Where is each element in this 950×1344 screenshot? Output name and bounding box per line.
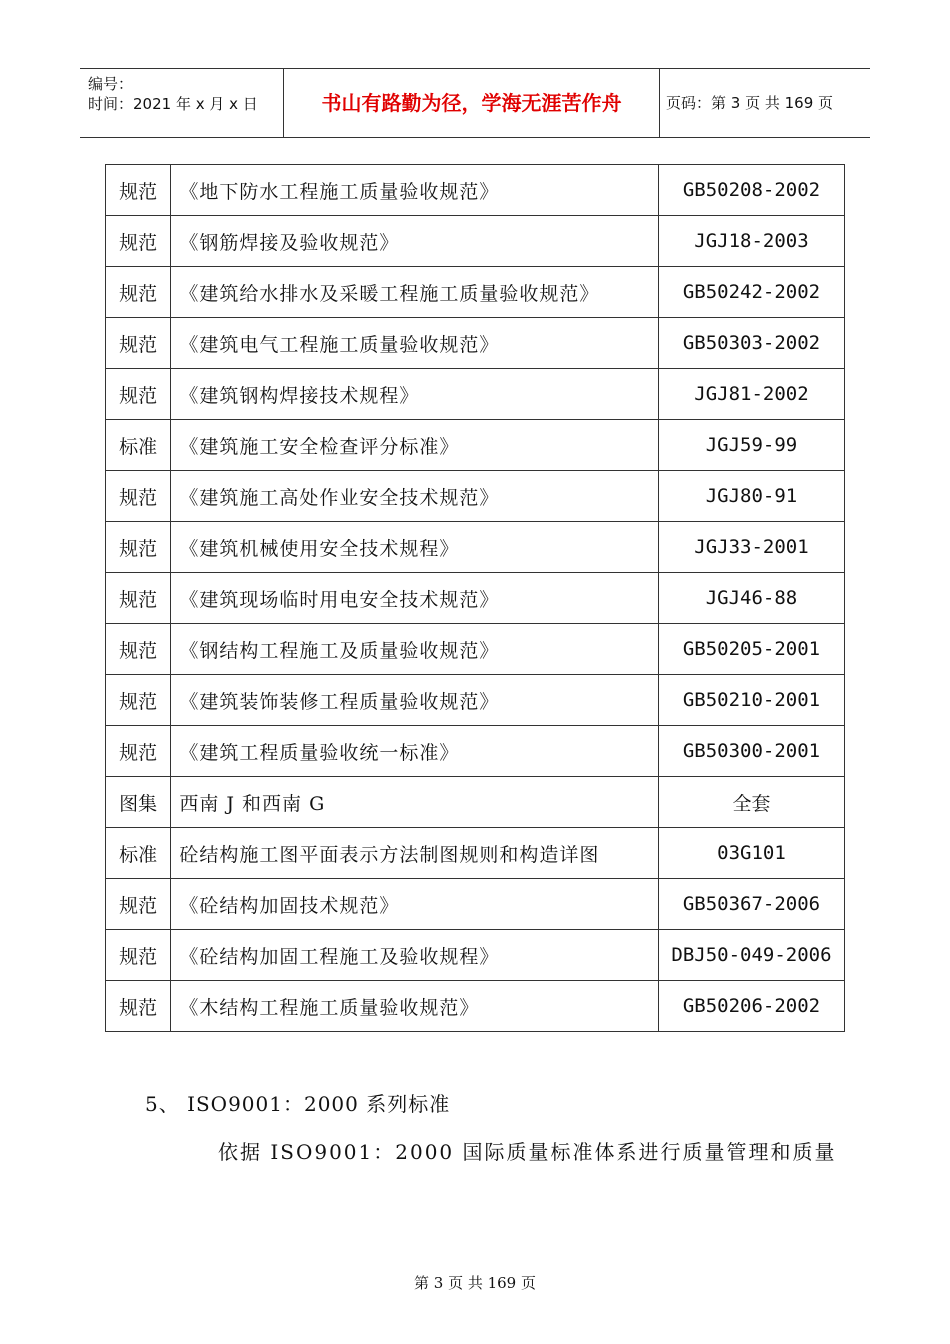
standard-category: 规范	[106, 726, 171, 777]
standard-name: 西南 J 和西南 G	[171, 777, 659, 828]
standard-code: GB50205-2001	[658, 624, 844, 675]
standard-code: JGJ81-2002	[658, 369, 844, 420]
standard-name: 《建筑给水排水及采暖工程施工质量验收规范》	[171, 267, 659, 318]
table-row	[106, 165, 845, 216]
table-row	[106, 573, 845, 624]
page-footer: 第 3 页 共 169 页	[413, 1274, 536, 1292]
standard-name: 《钢结构工程施工及质量验收规范》	[171, 624, 659, 675]
standard-name: 砼结构施工图平面表示方法制图规则和构造详图	[171, 828, 659, 879]
table-row	[106, 879, 845, 930]
standard-code: JGJ18-2003	[658, 216, 844, 267]
number-label: 编号：	[88, 75, 134, 93]
standard-name: 《钢筋焊接及验收规范》	[171, 216, 659, 267]
standard-code: GB50208-2002	[658, 165, 844, 216]
header-page-info: 页码：第 3 页 共 169 页	[666, 94, 834, 112]
standard-code: JGJ33-2001	[658, 522, 844, 573]
standard-category: 规范	[106, 930, 171, 981]
standard-name: 《建筑机械使用安全技术规程》	[171, 522, 659, 573]
standard-name: 《建筑装饰装修工程质量验收规范》	[171, 675, 659, 726]
standard-category: 规范	[106, 573, 171, 624]
standard-category: 规范	[106, 675, 171, 726]
table-row	[106, 216, 845, 267]
standard-category: 规范	[106, 216, 171, 267]
table-row	[106, 471, 845, 522]
table-row	[106, 777, 845, 828]
standard-category: 规范	[106, 267, 171, 318]
standard-category: 规范	[106, 624, 171, 675]
standard-code: JGJ80-91	[658, 471, 844, 522]
table-row	[106, 624, 845, 675]
standard-category: 标准	[106, 420, 171, 471]
standard-code: 全套	[658, 777, 844, 828]
table-row	[106, 267, 845, 318]
standard-category: 标准	[106, 828, 171, 879]
standard-name: 《砼结构加固技术规范》	[171, 879, 659, 930]
standard-name: 《建筑钢构焊接技术规程》	[171, 369, 659, 420]
table-row	[106, 420, 845, 471]
standard-code: JGJ46-88	[658, 573, 844, 624]
standard-category: 规范	[106, 981, 171, 1032]
standard-code: GB50206-2002	[658, 981, 844, 1032]
standard-category: 规范	[106, 879, 171, 930]
header-meta-cell	[80, 69, 284, 137]
standards-table	[105, 164, 845, 1032]
standard-code: DBJ50-049-2006	[658, 930, 844, 981]
section-5-heading: 5、 ISO9001：2000 系列标准	[145, 1092, 451, 1116]
standard-code: GB50242-2002	[658, 267, 844, 318]
table-row	[106, 726, 845, 777]
standard-category: 规范	[106, 318, 171, 369]
standard-name: 《建筑施工高处作业安全技术规范》	[171, 471, 659, 522]
standard-category: 规范	[106, 471, 171, 522]
standard-category: 规范	[106, 369, 171, 420]
standard-name: 《建筑施工安全检查评分标准》	[171, 420, 659, 471]
standard-name: 《建筑工程质量验收统一标准》	[171, 726, 659, 777]
standard-name: 《地下防水工程施工质量验收规范》	[171, 165, 659, 216]
standard-code: GB50367-2006	[658, 879, 844, 930]
standard-code: GB50303-2002	[658, 318, 844, 369]
page-header	[80, 68, 870, 138]
standard-name: 《砼结构加固工程施工及验收规程》	[171, 930, 659, 981]
standard-name: 《建筑现场临时用电安全技术规范》	[171, 573, 659, 624]
table-row	[106, 930, 845, 981]
section-5-body: 依据 ISO9001：2000 国际质量标准体系进行质量管理和质量	[218, 1140, 837, 1164]
table-row	[106, 369, 845, 420]
header-motto: 书山有路勤为径，学海无涯苦作舟	[284, 69, 660, 137]
standard-code: 03G101	[658, 828, 844, 879]
standard-code: GB50210-2001	[658, 675, 844, 726]
table-row	[106, 828, 845, 879]
table-row	[106, 318, 845, 369]
standard-category: 规范	[106, 165, 171, 216]
standard-category: 图集	[106, 777, 171, 828]
table-row	[106, 981, 845, 1032]
date-label: 时间：2021 年 x 月 x 日	[88, 95, 258, 113]
standard-code: GB50300-2001	[658, 726, 844, 777]
table-row	[106, 522, 845, 573]
standard-code: JGJ59-99	[658, 420, 844, 471]
standard-name: 《木结构工程施工质量验收规范》	[171, 981, 659, 1032]
standard-category: 规范	[106, 522, 171, 573]
standard-name: 《建筑电气工程施工质量验收规范》	[171, 318, 659, 369]
table-row	[106, 675, 845, 726]
